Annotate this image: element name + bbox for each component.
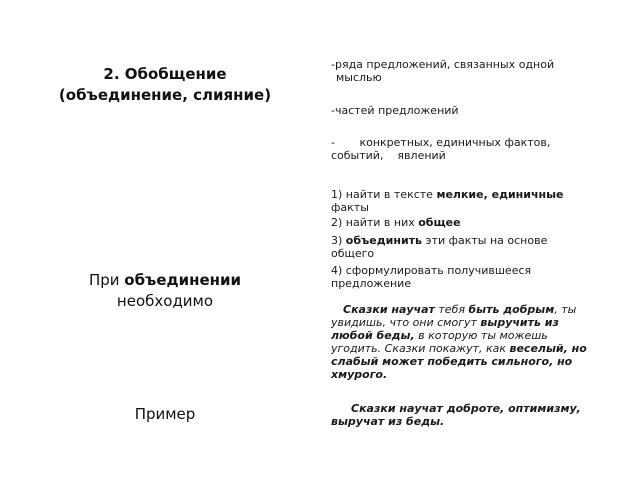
example-2-line-2: выручат из беды. xyxy=(331,415,445,428)
step-4-line-1: 4) сформулировать получившееся xyxy=(331,264,532,277)
step-1 xyxy=(331,188,611,214)
ex1-phrase-4: , ты xyxy=(554,303,577,316)
step-4-line-2: предложение xyxy=(331,277,412,290)
example-1-line-2 xyxy=(331,316,611,329)
ex1-phrase-3: быть добрым xyxy=(468,303,555,316)
ex1-phrase-9: угодить. Сказки покажут, как xyxy=(331,342,510,355)
step-1-keyword: мелкие, единичные xyxy=(436,188,564,201)
step-3-text: эти факты на основе xyxy=(422,234,548,247)
requirement-keyword: объединении xyxy=(124,271,242,289)
item-parts: -частей предложений xyxy=(331,104,459,117)
item-facts xyxy=(331,136,611,162)
example-2-line-1: Сказки научат доброте, оптимизму, xyxy=(351,402,581,415)
step-1-line-1 xyxy=(331,188,611,201)
example-1-line-4 xyxy=(331,342,611,355)
requirement-prefix: При xyxy=(88,271,125,289)
example-1-line-3 xyxy=(331,329,611,342)
item-facts-line-2: событий, явлений xyxy=(331,149,446,162)
example-1-line-6: хмурого. xyxy=(331,368,388,381)
ex1-phrase-5: увидишь, что они смогут xyxy=(331,316,481,329)
heading-line-2: (объединение, слияние) xyxy=(58,86,272,104)
example-2 xyxy=(331,402,611,428)
item-sentences xyxy=(331,58,611,84)
step-1-text: 1) найти в тексте xyxy=(331,188,437,201)
example-1-line-1 xyxy=(331,303,611,316)
ex1-phrase-1: Сказки научат xyxy=(343,303,435,316)
ex1-phrase-10: веселый, но xyxy=(509,342,587,355)
ex1-phrase-8: в которую ты можешь xyxy=(414,329,548,342)
step-3-line-2: общего xyxy=(331,247,375,260)
step-2-keyword: общее xyxy=(418,216,461,229)
item-sentences-line-2: мыслью xyxy=(336,71,382,84)
step-3 xyxy=(331,234,611,260)
ex1-phrase-6: выручить из xyxy=(480,316,559,329)
step-2 xyxy=(331,216,611,229)
ex1-phrase-7: любой беды, xyxy=(331,329,415,342)
item-sentences-line-1: -ряда предложений, связанных одной xyxy=(331,58,555,71)
requirement-label xyxy=(30,270,300,312)
requirement-line-1 xyxy=(30,270,300,291)
step-4 xyxy=(331,264,611,290)
step-3-number: 3) xyxy=(331,234,346,247)
step-1-line-2: факты xyxy=(331,201,369,214)
ex1-phrase-2: тебя xyxy=(434,303,469,316)
heading-line-1: 2. Обобщение xyxy=(103,65,227,83)
example-1 xyxy=(331,303,611,381)
step-3-keyword: объединить xyxy=(345,234,422,247)
example-1-line-5: слабый может победить сильного, но xyxy=(331,355,573,368)
section-heading xyxy=(30,64,300,106)
example-label: Пример xyxy=(134,405,196,423)
item-facts-line-1: - конкретных, единичных фактов, xyxy=(331,136,551,149)
step-3-line-1 xyxy=(331,234,611,247)
step-2-text: 2) найти в них xyxy=(331,216,419,229)
requirement-line-2: необходимо xyxy=(116,292,214,310)
